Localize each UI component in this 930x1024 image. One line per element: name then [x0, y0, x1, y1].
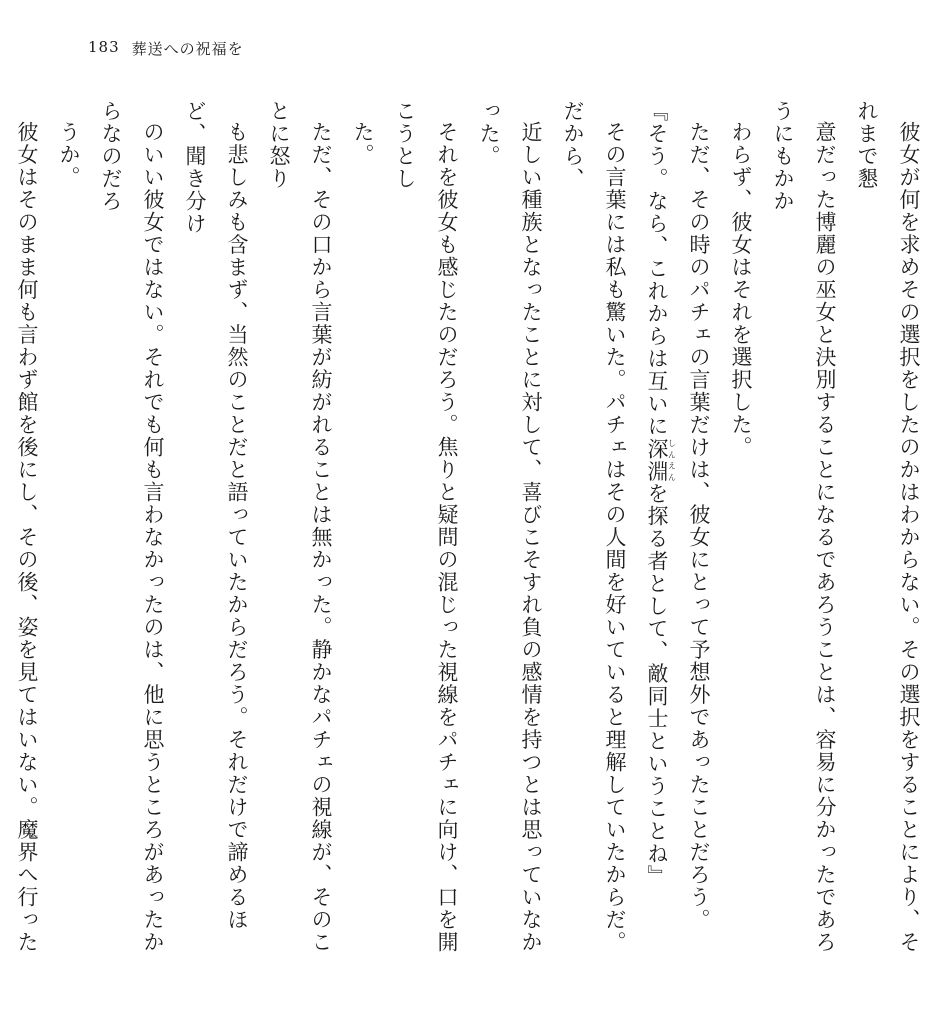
text-line — [636, 100, 678, 960]
text-line: ただ、その時のパチェの言葉だけは、彼女にとって予想外であったことだろう。 — [687, 121, 711, 931]
text-line: わらず、彼女はそれを選択した。 — [729, 121, 753, 459]
text-line: その言葉には私も驚いた。パチェはその人間を好いていると理解していたからだ。だから、 — [561, 100, 627, 954]
text-line: それを彼女も感じたのだろう。焦りと疑問の混じった視線をパチェに向け、口を開こうとし — [393, 100, 459, 954]
text-fragment: 『そう。なら、これからは互いに — [645, 100, 669, 438]
text-line: た。 — [351, 121, 375, 166]
paragraph — [342, 100, 636, 960]
page-header — [88, 38, 244, 59]
ruby-base: 深淵 — [645, 437, 669, 483]
ruby-reading: しんえん — [667, 437, 677, 483]
text-fragment: を探る者として、敵同士ということね』 — [645, 482, 669, 888]
text-line: 彼女が何を求めその選択をしたのかはわからない。その選択をすることにより、それまで懇 — [855, 100, 921, 954]
chapter-title: 葬送への祝福を — [131, 40, 244, 58]
paragraph — [636, 100, 678, 960]
paragraph — [720, 100, 930, 960]
page-number: 183 — [88, 38, 120, 56]
ruby-annotation — [645, 437, 677, 483]
body-text — [0, 100, 930, 960]
text-line: のいい彼女ではない。それでも何も言わなかったのは、他に思うところがあったからなのだろ — [99, 100, 165, 954]
paragraph — [0, 100, 48, 960]
text-line: 意だった博麗の巫女と決別することになるであろうことは、容易に分かったであろうにもかか — [771, 100, 837, 954]
text-line: 近しい種族となったことに対して、喜びこそすれ負の感情を持つとは思っていなかった。 — [477, 100, 543, 954]
text-line: も悲しみも含まず、当然のことだと語っていたからだろう。それだけで諦めるほど、聞き分け — [183, 100, 249, 931]
paragraph — [678, 100, 720, 960]
paragraph — [48, 100, 342, 960]
text-line: うか。 — [57, 121, 81, 189]
text-line: 彼女はそのまま何も言わず館を後にし、その後、姿を見てはいない。魔界へ行った — [15, 121, 39, 954]
text-line: ただ、その口から言葉が紡がれることは無かった。静かなパチェの視線が、そのことに怒り — [267, 100, 333, 954]
